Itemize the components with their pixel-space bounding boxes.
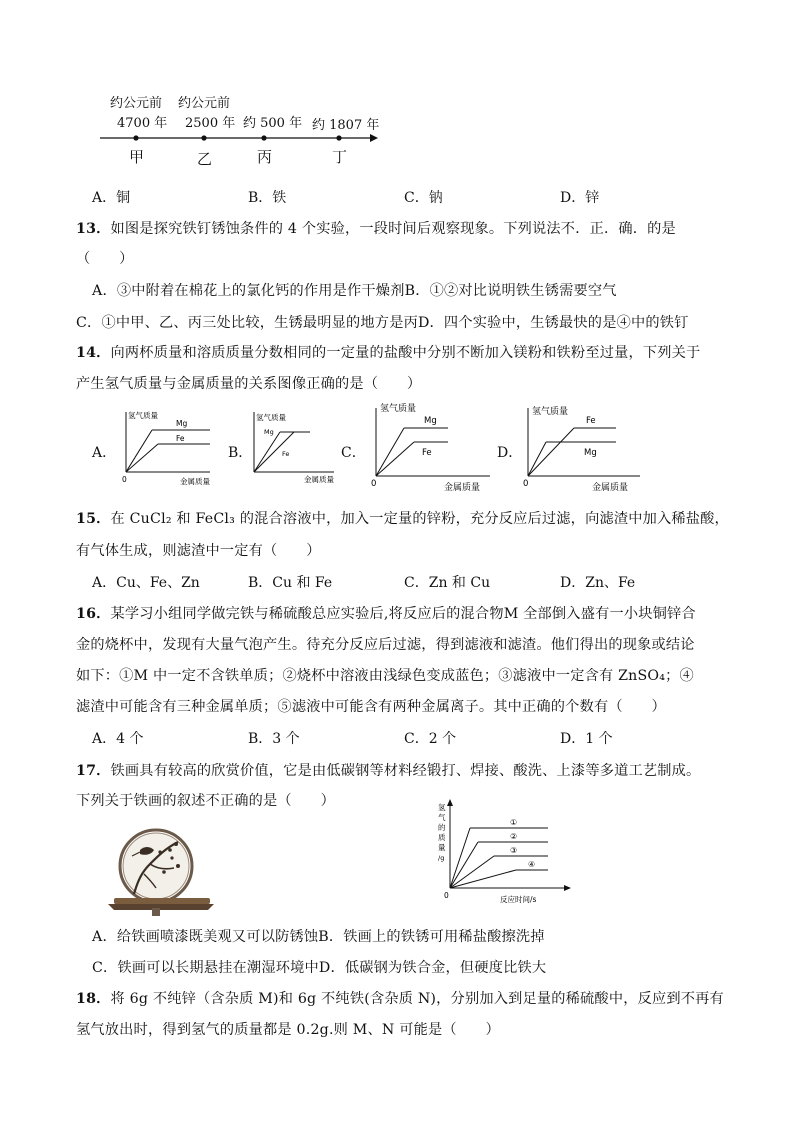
q14-graph-b-xlabel: 金属质量 — [304, 475, 334, 484]
q17-graph-curve-1: ① — [510, 818, 518, 827]
q16-line-4: 滤渣中可能含有三种金属单质；⑤滤液中可能含有两种金属离子。其中正确的个数有（ ） — [76, 699, 666, 715]
q14-graph-b-upper: Mg — [264, 428, 274, 436]
q14-graph-d-xlabel: 金属质量 — [592, 483, 629, 492]
question-number: 16． — [76, 606, 111, 622]
q18-stem-text: 将 6g 不纯锌（含杂质 M)和 6g 不纯铁(含杂质 N)，分别加入到足量的稀硫酸中，反应到不再有 — [110, 991, 724, 1007]
q14-graph-b-lower: Fe — [282, 450, 290, 458]
q17-graph-ylabel-3: 的 — [438, 823, 446, 832]
q17-graph-ylabel-4: 质 — [438, 833, 446, 842]
q17-graph-ylabel-1: 氢 — [438, 803, 446, 812]
timeline-year-2: 2500 年 — [185, 116, 236, 131]
q15-option-d: D．Zn、Fe — [560, 575, 636, 591]
q17-graph-ylabel-5: 量 — [438, 843, 446, 852]
timeline-name-4: 丁 — [332, 148, 348, 166]
q18-stem-line-1 — [76, 988, 724, 1008]
q13-paren: （ ） — [76, 251, 134, 267]
timeline-name-1: 甲 — [129, 148, 145, 166]
q15-stem-line-2: 有气体生成，则滤渣中一定有（ ） — [76, 543, 321, 559]
q18-stem-line-2: 氢气放出时，得到氢气的质量都是 0.2g.则 M、N 可能是（ ） — [76, 1022, 500, 1038]
question-number: 17． — [76, 763, 111, 779]
question-number: 15． — [76, 511, 111, 527]
q14-graph-c-xlabel: 金属质量 — [444, 483, 481, 492]
q12-option-d: D．锌 — [560, 190, 600, 206]
iron-painting-image — [104, 822, 220, 918]
q15-option-c: C．Zn 和 Cu — [404, 575, 491, 591]
q17-reaction-graph — [420, 796, 576, 908]
q15-option-b: B．Cu 和 Fe — [248, 575, 333, 591]
q14-graph-d-upper: Fe — [586, 416, 596, 426]
q15-option-a: A．Cu、Fe、Zn — [92, 575, 200, 591]
q14-graph-c-lower: Fe — [422, 448, 432, 458]
q14-graph-b — [246, 406, 342, 486]
q17-graph-xlabel: 反应时间/s — [500, 895, 537, 904]
timeline-year-4: 约 1807 年 — [312, 118, 380, 133]
q17-stem-line-1 — [76, 760, 700, 780]
timeline-name-2: 乙 — [197, 150, 213, 168]
q14-option-d-letter: D． — [497, 445, 523, 461]
q14-graph-c-origin: 0 — [371, 479, 377, 489]
q14-stem-line-1 — [76, 342, 700, 362]
q13-options-line-2: C．①中甲、乙、丙三处比较，生锈最明显的地方是丙D．四个实验中，生锈最快的是④中的铁钉 — [76, 315, 689, 331]
q17-graph-curve-4: ④ — [528, 860, 536, 869]
q14-graph-c-upper: Mg — [424, 416, 437, 426]
q17-options-line-1: A．给铁画喷漆既美观又可以防锈蚀B．铁画上的铁锈可用稀盐酸擦洗掉 — [92, 929, 545, 945]
timeline-top-label-2: 约公元前 — [178, 96, 231, 111]
q14-graph-a-ylabel: 氢气质量 — [128, 411, 158, 420]
q13-stem — [76, 218, 676, 238]
q14-option-c-letter: C． — [341, 445, 366, 461]
q14-graph-b-ylabel: 氢气质量 — [256, 413, 286, 422]
q14-graph-d — [518, 400, 648, 492]
question-number: 18． — [76, 991, 111, 1007]
q16-line-1-text: 某学习小组同学做完铁与稀硫酸总应实验后,将反应后的混合物M 全部倒入盛有一小块铜锌合 — [110, 606, 696, 622]
q14-graph-c-ylabel: 氢气质量 — [380, 404, 417, 414]
q17-options-line-2: C．铁画可以长期悬挂在潮湿环境中D．低碳钢为铁合金，但硬度比铁大 — [92, 960, 547, 976]
q14-graph-a-xlabel: 金属质量 — [180, 477, 210, 486]
q14-graph-c — [366, 400, 494, 492]
timeline-axis — [98, 130, 380, 146]
q14-graph-a-lower: Fe — [176, 434, 185, 443]
q17-graph-curve-3: ③ — [510, 846, 518, 855]
q17-graph-origin: 0 — [444, 891, 449, 900]
q14-graph-a — [118, 406, 222, 486]
q16-option-a: A．4 个 — [92, 731, 144, 747]
q16-line-2: 金的烧杯中，发现有大量气泡产生。待充分反应后过滤，得到滤液和滤渣。他们得出的现象或结论 — [76, 637, 695, 653]
q17-graph-ylabel-6: /g — [438, 854, 445, 862]
q13-options-line-1: A．③中附着在棉花上的氯化钙的作用是作干燥剂B．①②对比说明铁生锈需要空气 — [92, 283, 617, 299]
timeline-year-3: 约 500 年 — [243, 116, 303, 131]
timeline-name-3: 丙 — [257, 148, 273, 166]
q16-option-d: D．1 个 — [560, 731, 613, 747]
q14-option-b-letter: B． — [228, 445, 253, 461]
q15-stem-text: 在 CuCl₂ 和 FeCl₃ 的混合溶液中，加入一定量的锌粉，充分反应后过滤，向滤渣中加入稀盐酸， — [110, 511, 729, 527]
timeline-year-1: 4700 年 — [117, 116, 168, 131]
q16-option-c: C．2 个 — [404, 731, 457, 747]
q14-graph-a-origin: 0 — [122, 475, 127, 484]
question-number: 14． — [76, 345, 111, 361]
q12-option-a: A．铜 — [92, 190, 131, 206]
q14-option-a-letter: A． — [92, 445, 117, 461]
q13-stem-text: 如图是探究铁钉锈蚀条件的 4 个实验，一段时间后观察现象。下列说法不．正．确．的是 — [110, 221, 676, 237]
q12-option-b: B．铁 — [248, 190, 287, 206]
q14-graph-d-origin: 0 — [523, 479, 529, 489]
q16-line-1 — [76, 603, 696, 623]
q17-graph-curve-2: ② — [510, 832, 518, 841]
q16-line-3: 如下：①M 中一定不含铁单质；②烧杯中溶液由浅绿色变成蓝色；③滤液中一定含有 ZnSO₄；④ — [76, 668, 694, 684]
q16-option-b: B．3 个 — [248, 731, 300, 747]
q14-graph-d-lower: Mg — [584, 448, 597, 458]
q17-stem-text: 铁画具有较高的欣赏价值，它是由低碳钢等材料经锻打、焊接、酸洗、上漆等多道工艺制成。 — [110, 763, 701, 779]
q17-graph-ylabel-2: 气 — [438, 813, 446, 822]
question-number: 13． — [76, 221, 111, 237]
q14-stem-line-2: 产生氢气质量与金属质量的关系图像正确的是（ ） — [76, 376, 422, 392]
q14-stem-text: 向两杯质量和溶质质量分数相同的一定量的盐酸中分别不断加入镁粉和铁粉至过量，下列关于 — [110, 345, 701, 361]
q14-graph-a-upper: Mg — [176, 419, 188, 428]
q14-graph-d-ylabel: 氢气质量 — [532, 407, 569, 417]
q12-option-c: C．钠 — [404, 190, 443, 206]
q15-stem-line-1 — [76, 508, 729, 528]
timeline-top-label-1: 约公元前 — [110, 96, 163, 111]
q17-stem-line-2: 下列关于铁画的叙述不正确的是（ ） — [76, 793, 335, 809]
